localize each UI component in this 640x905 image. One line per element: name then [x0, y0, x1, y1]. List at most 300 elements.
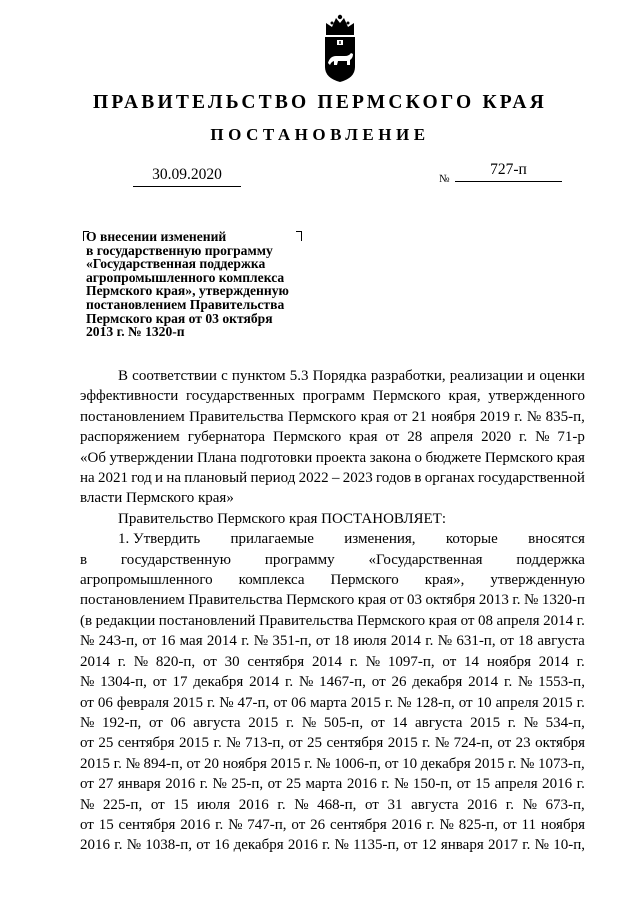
body-word: № — [125, 755, 140, 772]
document-number: 727-п — [455, 161, 562, 182]
body-word: Пермского — [286, 592, 355, 609]
body-word: от — [80, 816, 94, 833]
body-word: № — [80, 674, 95, 691]
body-word: г. — [277, 796, 286, 813]
body-word: № — [523, 714, 538, 731]
body-word: от — [393, 408, 408, 425]
body-word: № — [439, 816, 454, 833]
body-word: октября — [535, 735, 585, 752]
body-word: апреля — [496, 612, 540, 629]
subject-line: «Государственная поддержка — [86, 256, 266, 272]
body-word: сентября — [329, 816, 387, 833]
body-word: 06 — [291, 694, 307, 711]
document-type: ПОСТАНОВЛЕНИЕ — [210, 125, 430, 144]
body-word: 23 — [515, 735, 531, 752]
body-word: Пермского — [288, 408, 357, 425]
body-word: 150-п, — [412, 776, 453, 793]
body-word: разработки, — [370, 368, 446, 384]
body-word: от — [196, 837, 211, 854]
body-word: г. — [514, 408, 523, 425]
body-word: постановлением — [80, 408, 185, 425]
body-word: 2015 — [470, 714, 501, 731]
body-word: Правительство Пермского края ПОСТАНОВЛЯЕТ: — [118, 510, 447, 527]
body-line — [80, 509, 585, 529]
body-word: В — [118, 368, 129, 384]
body-word: г. — [503, 674, 513, 691]
body-line — [80, 733, 585, 753]
body-word: от — [148, 714, 163, 731]
body-word: края — [556, 449, 585, 466]
body-word: и — [527, 368, 536, 384]
body-word: 1097-п, — [387, 653, 435, 670]
body-word: от — [291, 816, 306, 833]
body-word: 14 — [392, 714, 408, 731]
document-subject — [86, 230, 316, 339]
body-word: № — [434, 735, 450, 752]
body-word: № — [299, 674, 314, 691]
body-word: г. — [213, 735, 222, 752]
body-word: прилагаемые — [230, 531, 314, 548]
body-word: 2016 — [346, 776, 377, 793]
body-word: апреля — [430, 429, 474, 446]
body-word: 673-п, — [545, 796, 585, 813]
body-word: 14 — [464, 653, 480, 670]
body-word: на — [80, 470, 95, 487]
body-word: 25-п, — [231, 776, 264, 793]
body-word: 351-п, — [272, 633, 312, 650]
body-word: г. — [512, 592, 521, 609]
body-word: № — [397, 694, 412, 711]
body-word: 25 — [306, 735, 322, 752]
body-word: 16 — [160, 633, 176, 650]
perm-krai-coat-of-arms-icon — [318, 12, 362, 84]
body-word: вносятся — [528, 531, 585, 548]
body-word: 47-п, — [237, 694, 270, 711]
body-word: № — [212, 776, 227, 793]
body-word: редакции — [95, 612, 156, 629]
body-word: № — [253, 633, 269, 650]
body-word: февраля — [116, 694, 169, 711]
body-word: агропромышленного — [80, 572, 213, 589]
body-word: изменения, — [344, 531, 416, 548]
body-line — [80, 468, 585, 488]
body-word: № — [80, 714, 95, 731]
body-word: № — [133, 653, 149, 670]
body-word: 15 — [173, 796, 189, 813]
body-line — [80, 570, 585, 590]
government-title: ПРАВИТЕЛЬСТВО ПЕРМСКОГО КРАЯ — [93, 92, 547, 113]
subject-line: постановлением Правительства — [86, 296, 285, 312]
body-word: № — [228, 816, 243, 833]
body-line — [80, 366, 585, 386]
body-word: распоряжением — [80, 429, 180, 446]
body-word: 2015 — [248, 714, 279, 731]
body-word: г. — [384, 694, 394, 711]
body-word: июля — [353, 633, 387, 650]
body-word: марта — [310, 694, 347, 711]
body-word: 2015 — [270, 755, 301, 772]
body-word: пунктом — [231, 368, 286, 384]
body-word: 06 — [170, 714, 186, 731]
body-word: Правительства — [188, 592, 283, 609]
body-word: 1553-п, — [538, 674, 585, 691]
body-word: 724-п, — [453, 735, 493, 752]
body-word: Пермского — [372, 388, 441, 405]
body-word: 10-п, — [553, 837, 585, 854]
body-word: 2014 — [468, 674, 499, 691]
body-word: соответствии — [132, 368, 217, 384]
body-word: государственных — [185, 388, 295, 405]
body-word: 2014 — [80, 653, 110, 670]
body-word: г. — [113, 755, 122, 772]
body-word: на — [166, 470, 182, 487]
body-word: государственной — [478, 470, 585, 487]
body-word: – — [331, 470, 340, 487]
body-word: 468-п, — [317, 796, 357, 813]
body-word: 11 — [521, 816, 536, 833]
body-word: (в — [80, 612, 93, 629]
body-word: г. — [576, 776, 585, 793]
body-word: от — [502, 816, 517, 833]
body-word: от — [403, 837, 418, 854]
body-word: № — [518, 674, 533, 691]
body-word: края, — [448, 388, 481, 405]
body-word: г. — [522, 837, 531, 854]
body-word: которые — [445, 531, 498, 548]
body-word: 1320-п — [541, 592, 585, 609]
body-word: ноября — [486, 653, 532, 670]
body-word: 12 — [421, 837, 437, 854]
body-word: 2020 — [481, 429, 512, 446]
body-word: 243-п, — [98, 633, 138, 650]
body-word: декабря — [412, 674, 463, 691]
body-word: 192-п, — [101, 714, 142, 731]
body-word: 03 — [406, 592, 422, 609]
body-line — [80, 611, 585, 631]
body-word: сентября — [117, 735, 175, 752]
body-word: августа — [414, 714, 463, 731]
document-body — [80, 366, 585, 856]
body-word: 505-п, — [323, 714, 364, 731]
body-word: апреля — [495, 694, 539, 711]
body-word: ноября — [222, 755, 267, 772]
body-word: 2016 — [287, 837, 318, 854]
body-word: сентября — [326, 735, 384, 752]
body-word: от — [442, 653, 457, 670]
body-word: 747-п, — [247, 816, 287, 833]
body-word: 17 — [172, 674, 188, 691]
body-word: «Государственная — [368, 551, 483, 568]
body-word: от — [273, 694, 288, 711]
body-line — [80, 672, 585, 692]
body-word: 2016 — [542, 776, 573, 793]
body-word: 2023 — [342, 470, 373, 487]
body-word: постановлений — [158, 612, 256, 629]
body-word: 25 — [98, 735, 114, 752]
body-word: 08 — [477, 612, 493, 629]
body-word: программу — [264, 551, 335, 568]
body-word: № — [316, 755, 331, 772]
body-word: г. — [117, 653, 126, 670]
body-word: от — [499, 633, 514, 650]
body-line — [80, 795, 585, 815]
body-word: 31 — [387, 796, 403, 813]
body-word: августа — [411, 796, 459, 813]
body-word: Порядка — [312, 368, 367, 384]
body-word: г. — [426, 816, 435, 833]
body-word: 2014 — [390, 633, 421, 650]
body-word: губернатора — [187, 429, 266, 446]
body-word: г. — [322, 837, 331, 854]
body-word: 1467-п, — [319, 674, 366, 691]
body-word: 30 — [224, 653, 240, 670]
body-word: «Об — [80, 449, 106, 466]
body-word: от — [365, 796, 379, 813]
body-word: № — [80, 633, 95, 650]
body-word: 1. Утвердить — [118, 531, 201, 548]
body-word: программ — [302, 388, 365, 405]
body-word: Пермского — [272, 429, 342, 446]
body-word: 2014 — [249, 674, 280, 691]
body-word: края — [360, 408, 390, 425]
body-word: января — [117, 776, 161, 793]
body-word: от — [288, 735, 303, 752]
body-word: апреля — [494, 776, 538, 793]
number-sign: № — [439, 173, 450, 185]
body-word: проекта — [315, 449, 367, 466]
body-line — [80, 550, 585, 570]
body-word: 15 — [475, 776, 491, 793]
body-word: 2013 — [478, 592, 509, 609]
subject-line: в государственную программу — [86, 242, 273, 258]
body-word: августа — [537, 633, 585, 650]
body-word: от — [458, 694, 473, 711]
body-line — [80, 693, 585, 713]
body-line — [80, 754, 585, 774]
body-word: от — [202, 653, 217, 670]
body-word: от — [186, 755, 201, 772]
body-word: декабря — [193, 674, 244, 691]
body-word: Правительства — [189, 408, 284, 425]
body-word: 26 — [391, 674, 407, 691]
body-word: годов — [376, 470, 412, 487]
subject-line: агропромышленного комплекса — [86, 269, 285, 285]
body-word: в — [414, 470, 422, 487]
body-word: 2017 — [487, 837, 518, 854]
body-word: г. — [199, 776, 209, 793]
body-word: января — [440, 837, 484, 854]
body-word: 20 — [204, 755, 220, 772]
body-word: г. — [576, 653, 585, 670]
body-word: от — [456, 776, 471, 793]
body-word: сентября — [118, 816, 176, 833]
body-word: 1304-п, — [100, 674, 147, 691]
body-word: № — [522, 796, 537, 813]
document-date: 30.09.2020 — [133, 166, 241, 187]
body-word: № — [80, 796, 95, 813]
body-word: г. — [576, 612, 585, 629]
body-word: от — [385, 429, 400, 446]
body-word: 1006-п, — [334, 755, 381, 772]
body-word: период — [250, 470, 296, 487]
body-word: № — [226, 735, 241, 752]
body-word: 2015 — [350, 694, 381, 711]
body-word: реализации — [449, 368, 524, 384]
body-word: г. — [284, 674, 294, 691]
body-word: с — [221, 368, 228, 384]
body-line — [80, 407, 585, 427]
body-word: г. — [518, 429, 528, 446]
body-word: г. — [114, 837, 123, 854]
body-word: 2021 — [97, 470, 128, 487]
body-word: 26 — [310, 816, 326, 833]
body-word: № — [524, 592, 539, 609]
body-word: края — [349, 429, 378, 446]
body-word: 18 — [518, 633, 534, 650]
body-word: 2014 — [311, 653, 342, 670]
body-word: № — [334, 837, 349, 854]
body-word: 2014 — [206, 633, 237, 650]
body-word: г. — [508, 755, 517, 772]
body-word: органах — [424, 470, 475, 487]
body-word: 18 — [334, 633, 350, 650]
body-word: г. — [576, 694, 585, 711]
body-word: от — [267, 776, 282, 793]
body-word: № — [534, 837, 549, 854]
body-word: от — [80, 776, 94, 793]
body-word: 2015 — [80, 755, 110, 772]
body-word: и — [155, 470, 164, 487]
body-word: 10 — [402, 755, 418, 772]
body-word: от — [389, 592, 404, 609]
subject-line: Пермского края от 03 октября — [86, 310, 273, 326]
body-word: г. — [507, 714, 516, 731]
body-word: 2015 — [474, 755, 505, 772]
body-word: № — [526, 408, 542, 425]
body-word: 2014 — [538, 653, 569, 670]
body-word: Пермского — [330, 572, 399, 589]
body-word: 2015 — [179, 735, 210, 752]
body-word: 1073-п, — [538, 755, 585, 772]
body-word: от — [370, 714, 385, 731]
body-word: 15 — [98, 816, 114, 833]
body-word: утвержденного — [488, 388, 585, 405]
body-word: г. — [349, 653, 358, 670]
body-word: ноября — [540, 816, 585, 833]
body-word: от — [460, 612, 475, 629]
body-word: эффективности — [80, 388, 179, 405]
body-word: 225-п, — [102, 796, 143, 813]
body-line — [80, 427, 585, 447]
body-word: № — [535, 429, 550, 446]
body-word: о — [414, 449, 423, 466]
body-word: 5.3 — [289, 368, 309, 384]
body-word: г. — [215, 816, 224, 833]
body-word: утверждении — [109, 449, 194, 466]
body-word: г. — [505, 796, 514, 813]
subject-line: О внесении изменений — [86, 229, 227, 244]
body-word: государственную — [120, 551, 232, 568]
body-word: г. — [381, 776, 390, 793]
body-line — [80, 529, 585, 549]
body-word: декабря — [233, 837, 284, 854]
body-word: края», — [424, 572, 465, 589]
body-word: 1135-п, — [353, 837, 400, 854]
body-word: от — [152, 674, 167, 691]
body-word: 2015 — [387, 735, 418, 752]
body-word: власти Пермского края» — [80, 490, 234, 507]
body-word: 2016 — [180, 816, 211, 833]
body-word: 820-п, — [155, 653, 196, 670]
body-word: от — [80, 735, 94, 752]
body-word: 2016 — [467, 796, 498, 813]
body-word: мая — [179, 633, 203, 650]
body-word: 28 — [407, 429, 423, 446]
body-word: 713-п, — [244, 735, 285, 752]
body-word: 894-п, — [143, 755, 183, 772]
body-line — [80, 652, 585, 672]
body-word: 2015 — [173, 694, 203, 711]
body-word: Правительства — [258, 612, 354, 629]
body-line — [80, 631, 585, 651]
body-word: 2015 — [542, 694, 573, 711]
body-line — [80, 488, 585, 508]
body-word: плановый — [184, 470, 248, 487]
body-word: поддержка — [516, 551, 585, 568]
body-word: 128-п, — [415, 694, 455, 711]
body-word: 534-п, — [545, 714, 585, 731]
body-word: г. — [207, 694, 216, 711]
body-word: комплекса — [238, 572, 305, 589]
body-word: 25 — [286, 776, 302, 793]
body-word: № — [126, 837, 141, 854]
body-word: 10 — [476, 694, 492, 711]
body-word: ноября — [431, 408, 476, 425]
body-word: 27 — [98, 776, 114, 793]
body-line — [80, 835, 585, 855]
body-word: утвержденную — [490, 572, 585, 589]
body-word: Пермского — [356, 612, 426, 629]
body-word: края — [357, 592, 387, 609]
body-word: 1038-п, — [145, 837, 193, 854]
body-word: г. — [422, 735, 431, 752]
body-word: сентября — [247, 653, 305, 670]
body-line — [80, 713, 585, 733]
body-word: от — [150, 796, 165, 813]
body-line — [80, 590, 585, 610]
body-word: подготовки — [240, 449, 313, 466]
body-word: № — [394, 776, 409, 793]
body-line — [80, 448, 585, 468]
body-word: края — [428, 612, 458, 629]
body-word: 631-п, — [456, 633, 496, 650]
body-word: декабря — [420, 755, 471, 772]
body-word: № — [365, 653, 381, 670]
body-word: 2016 — [391, 816, 422, 833]
body-word: 2016 — [165, 776, 196, 793]
subject-line: 2013 г. № 1320-п — [86, 324, 185, 340]
body-word: 2019 — [479, 408, 510, 425]
body-word: 71-р — [557, 429, 585, 446]
body-word: от — [497, 735, 512, 752]
body-word: от — [371, 674, 386, 691]
body-word: Плана — [196, 449, 237, 466]
body-word: 16 — [214, 837, 230, 854]
body-word: 06 — [97, 694, 113, 711]
body-word: июля — [196, 796, 231, 813]
body-word: № — [301, 714, 317, 731]
body-word: 2014 — [543, 612, 574, 629]
